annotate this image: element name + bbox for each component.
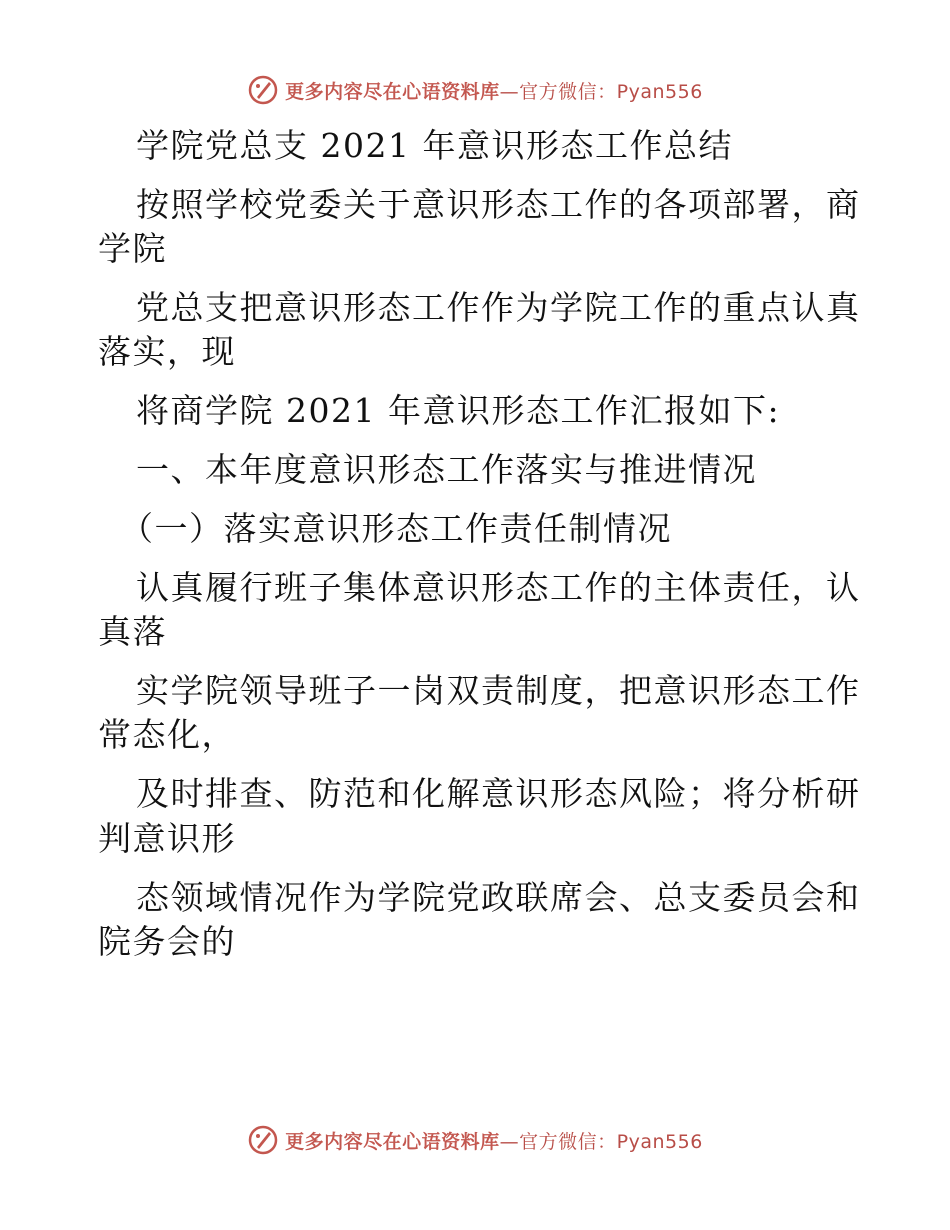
- watermark-brand: 更多内容尽在心语资料库: [285, 80, 500, 103]
- paragraph-line: 及时排查、防范和化解意识形态风险；将分析研: [136, 774, 861, 814]
- header-watermark: [0, 70, 950, 110]
- paragraph-line: 态领域情况作为学院党政联席会、总支委员会和: [136, 877, 861, 917]
- quill-logo-icon: [247, 1124, 279, 1156]
- document-title: 学院党总支 2021 年意识形态工作总结: [136, 126, 733, 165]
- watermark-contact: —官方微信：Pyan556: [499, 80, 703, 103]
- paragraph-line: 院务会的: [98, 921, 236, 961]
- document-body: [98, 124, 861, 964]
- paragraph-line: 党总支把意识形态工作作为学院工作的重点认真: [136, 288, 861, 328]
- section-heading: 一、本年度意识形态工作落实与推进情况: [136, 450, 757, 490]
- paragraph-line: 落实，现: [98, 332, 236, 372]
- subsection-heading: （一）落实意识形态工作责任制情况: [120, 509, 672, 549]
- paragraph-line: 认真履行班子集体意识形态工作的主体责任，认: [136, 567, 861, 607]
- paragraph-line: 判意识形: [98, 818, 236, 858]
- paragraph-line: 按照学校党委关于意识形态工作的各项部署，商: [136, 184, 861, 224]
- paragraph-line: 实学院领导班子一岗双责制度，把意识形态工作: [136, 671, 861, 711]
- footer-watermark: [0, 1120, 950, 1160]
- paragraph-line: 学院: [98, 229, 167, 269]
- paragraph-line: 真落: [98, 612, 167, 652]
- watermark-contact: —官方微信：Pyan556: [499, 1130, 703, 1153]
- paragraph-line: 将商学院 2021 年意识形态工作汇报如下:: [136, 391, 781, 431]
- paragraph-line: 常态化，: [98, 715, 236, 755]
- watermark-brand: 更多内容尽在心语资料库: [285, 1130, 500, 1153]
- quill-logo-icon: [247, 74, 279, 106]
